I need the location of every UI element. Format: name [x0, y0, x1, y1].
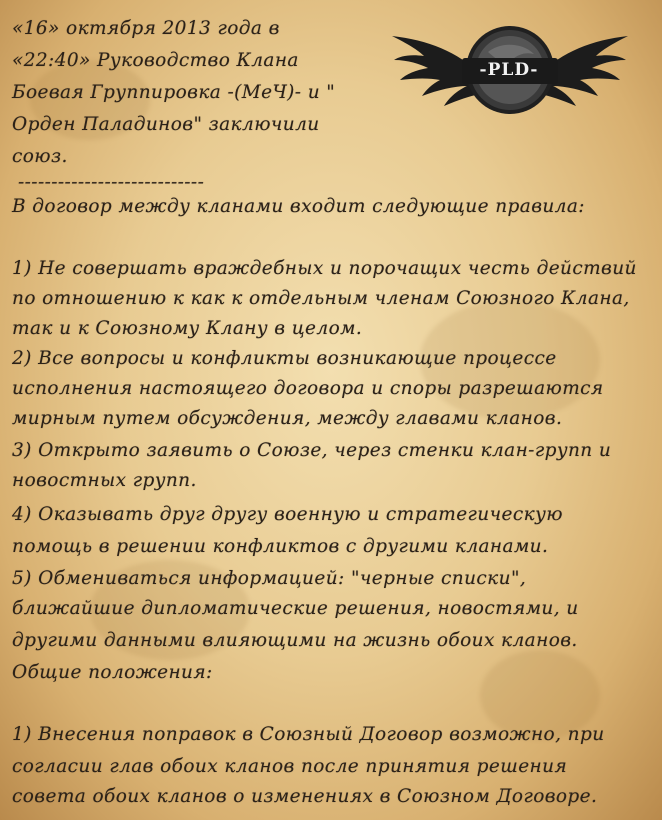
text-line: «16» октября 2013 года в	[12, 18, 280, 39]
text-line: исполнения настоящего договора и споры разрешаются	[12, 378, 604, 399]
text-line: Боевая Группировка -(МеЧ)- и "	[12, 82, 336, 103]
text-line: согласии глав обоих кланов после принятия решения	[12, 756, 568, 777]
text-line: 5) Обмениваться информацией: "черные списки",	[12, 568, 527, 589]
text-line: 4) Оказывать друг другу военную и стратегическую	[12, 504, 563, 525]
text-line: другими данными влияющими на жизнь обоих кланов.	[12, 630, 578, 651]
text-line: 2) Все вопросы и конфликты возникающие процессе	[12, 348, 557, 369]
text-line: В договор между кланами входит следующие правила:	[12, 196, 585, 217]
text-line: Орден Паладинов" заключили	[12, 114, 320, 135]
text-line: совета обоих кланов о изменениях в Союзном Договоре.	[12, 786, 598, 807]
text-line: 3) Открыто заявить о Союзе, через стенки клан-групп и	[12, 440, 612, 461]
separator-line: ----------------------------	[18, 172, 205, 193]
text-line: так и к Союзному Клану в целом.	[12, 318, 363, 339]
text-line: ближайшие дипломатические решения, новостями, и	[12, 598, 579, 619]
text-line: помощь в решении конфликтов с другими кланами.	[12, 536, 549, 557]
text-line: союз.	[12, 146, 68, 167]
text-line: Общие положения:	[12, 662, 213, 683]
text-line: по отношению к как к отдельным членам Союзного Клана,	[12, 288, 630, 309]
logo-text: -PLD-	[479, 60, 539, 80]
text-line: 1) Не совершать враждебных и порочащих честь действий	[12, 258, 637, 279]
text-line: 1) Внесения поправок в Союзный Договор возможно, при	[12, 724, 605, 745]
text-line: новостных групп.	[12, 470, 197, 491]
text-line: мирным путем обсуждения, между главами кланов.	[12, 408, 563, 429]
text-line: «22:40» Руководство Клана	[12, 50, 299, 71]
